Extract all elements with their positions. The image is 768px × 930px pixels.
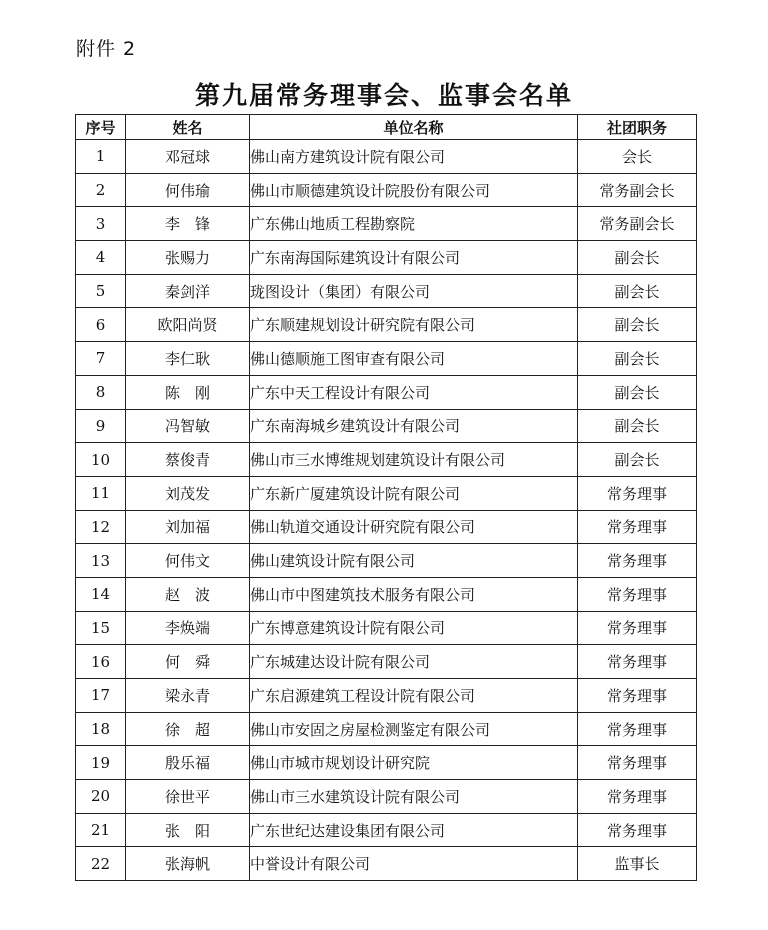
member-role: 会长	[578, 140, 697, 174]
table-row	[76, 207, 697, 241]
row-number: 18	[76, 712, 126, 746]
row-number: 8	[76, 375, 126, 409]
member-role: 常务理事	[578, 679, 697, 713]
table-row	[76, 712, 697, 746]
header-name: 姓名	[126, 115, 250, 140]
member-name: 张 阳	[126, 813, 250, 847]
member-role: 常务理事	[578, 712, 697, 746]
member-name: 张赐力	[126, 241, 250, 275]
member-unit: 佛山市中图建筑技术服务有限公司	[250, 577, 578, 611]
table-row	[76, 510, 697, 544]
member-role: 副会长	[578, 409, 697, 443]
table-header-row	[76, 115, 697, 140]
member-role: 副会长	[578, 241, 697, 275]
table-row	[76, 375, 697, 409]
row-number: 10	[76, 443, 126, 477]
member-unit: 佛山市城市规划设计研究院	[250, 746, 578, 780]
row-number: 2	[76, 173, 126, 207]
member-name: 冯智敏	[126, 409, 250, 443]
row-number: 7	[76, 342, 126, 376]
member-unit: 广东城建达设计院有限公司	[250, 645, 578, 679]
member-role: 常务理事	[578, 611, 697, 645]
row-number: 16	[76, 645, 126, 679]
member-table	[75, 114, 697, 881]
member-name: 邓冠球	[126, 140, 250, 174]
member-name: 刘茂发	[126, 476, 250, 510]
row-number: 21	[76, 813, 126, 847]
row-number: 17	[76, 679, 126, 713]
member-unit: 佛山市顺德建筑设计院股份有限公司	[250, 173, 578, 207]
member-role: 常务理事	[578, 544, 697, 578]
table-row	[76, 274, 697, 308]
member-unit: 广东启源建筑工程设计院有限公司	[250, 679, 578, 713]
member-name: 徐 超	[126, 712, 250, 746]
row-number: 4	[76, 241, 126, 275]
member-name: 赵 波	[126, 577, 250, 611]
row-number: 12	[76, 510, 126, 544]
member-name: 李仁耿	[126, 342, 250, 376]
member-name: 梁永青	[126, 679, 250, 713]
table-row	[76, 645, 697, 679]
table-row	[76, 476, 697, 510]
attachment-label: 附件 2	[76, 38, 137, 60]
header-unit: 单位名称	[250, 115, 578, 140]
table-row	[76, 409, 697, 443]
member-unit: 佛山德顺施工图审查有限公司	[250, 342, 578, 376]
member-unit: 珑图设计（集团）有限公司	[250, 274, 578, 308]
row-number: 11	[76, 476, 126, 510]
member-unit: 广东佛山地质工程勘察院	[250, 207, 578, 241]
member-role: 常务理事	[578, 577, 697, 611]
table-row	[76, 544, 697, 578]
member-name: 蔡俊青	[126, 443, 250, 477]
member-unit: 广东南海国际建筑设计有限公司	[250, 241, 578, 275]
member-unit: 广东南海城乡建筑设计有限公司	[250, 409, 578, 443]
member-role: 常务理事	[578, 510, 697, 544]
member-role: 常务副会长	[578, 173, 697, 207]
member-role: 副会长	[578, 274, 697, 308]
member-name: 徐世平	[126, 780, 250, 814]
member-role: 副会长	[578, 342, 697, 376]
member-name: 欧阳尚贤	[126, 308, 250, 342]
member-role: 常务理事	[578, 746, 697, 780]
table-row	[76, 241, 697, 275]
member-unit: 佛山市三水建筑设计院有限公司	[250, 780, 578, 814]
member-name: 何 舜	[126, 645, 250, 679]
member-unit: 广东博意建筑设计院有限公司	[250, 611, 578, 645]
member-unit: 中誉设计有限公司	[250, 847, 578, 881]
header-no: 序号	[76, 115, 126, 140]
member-role: 副会长	[578, 308, 697, 342]
row-number: 13	[76, 544, 126, 578]
member-role: 常务副会长	[578, 207, 697, 241]
member-role: 常务理事	[578, 813, 697, 847]
row-number: 22	[76, 847, 126, 881]
table-row	[76, 443, 697, 477]
member-role: 副会长	[578, 375, 697, 409]
row-number: 15	[76, 611, 126, 645]
member-name: 何伟瑜	[126, 173, 250, 207]
table-row	[76, 780, 697, 814]
row-number: 1	[76, 140, 126, 174]
table-row	[76, 342, 697, 376]
member-unit: 广东新广厦建筑设计院有限公司	[250, 476, 578, 510]
member-name: 殷乐福	[126, 746, 250, 780]
member-unit: 广东中天工程设计有限公司	[250, 375, 578, 409]
member-unit: 广东顺建规划设计研究院有限公司	[250, 308, 578, 342]
member-name: 张海帆	[126, 847, 250, 881]
member-unit: 佛山轨道交通设计研究院有限公司	[250, 510, 578, 544]
table-row	[76, 847, 697, 881]
table-row	[76, 173, 697, 207]
row-number: 5	[76, 274, 126, 308]
member-role: 监事长	[578, 847, 697, 881]
member-unit: 广东世纪达建设集团有限公司	[250, 813, 578, 847]
member-unit: 佛山南方建筑设计院有限公司	[250, 140, 578, 174]
table-body	[76, 140, 697, 881]
member-name: 陈 刚	[126, 375, 250, 409]
row-number: 19	[76, 746, 126, 780]
member-unit: 佛山市安固之房屋检测鉴定有限公司	[250, 712, 578, 746]
row-number: 6	[76, 308, 126, 342]
member-name: 李焕端	[126, 611, 250, 645]
member-role: 副会长	[578, 443, 697, 477]
member-role: 常务理事	[578, 780, 697, 814]
member-name: 李 锋	[126, 207, 250, 241]
member-name: 何伟文	[126, 544, 250, 578]
table-row	[76, 679, 697, 713]
row-number: 3	[76, 207, 126, 241]
member-unit: 佛山市三水博维规划建筑设计有限公司	[250, 443, 578, 477]
document-title: 第九届常务理事会、监事会名单	[194, 81, 573, 110]
row-number: 14	[76, 577, 126, 611]
member-role: 常务理事	[578, 645, 697, 679]
table-row	[76, 577, 697, 611]
table-row	[76, 140, 697, 174]
row-number: 9	[76, 409, 126, 443]
member-name: 刘加福	[126, 510, 250, 544]
table-row	[76, 746, 697, 780]
table-row	[76, 611, 697, 645]
member-role: 常务理事	[578, 476, 697, 510]
header-role: 社团职务	[578, 115, 697, 140]
table-row	[76, 813, 697, 847]
table-row	[76, 308, 697, 342]
member-unit: 佛山建筑设计院有限公司	[250, 544, 578, 578]
row-number: 20	[76, 780, 126, 814]
member-name: 秦剑洋	[126, 274, 250, 308]
